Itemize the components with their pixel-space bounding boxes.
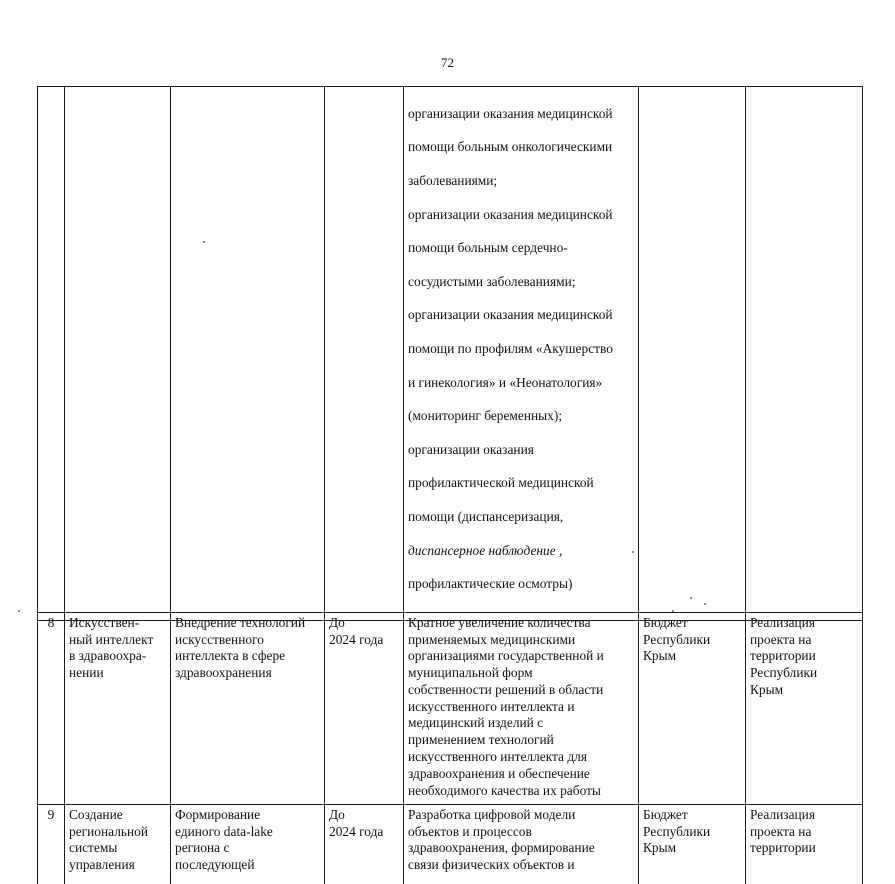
table-bottom-edge (37, 620, 862, 621)
cell-source (639, 87, 746, 613)
scan-speck (18, 610, 20, 612)
scan-speck (672, 610, 674, 612)
cell-measure: Формирование единого data-lake региона с последующей (171, 804, 325, 884)
cell-source: Бюджет Республики Крым (639, 612, 746, 804)
cell-measure: Внедрение технологий искусственного интеллекта в сфере здравоохранения (171, 612, 325, 804)
result-line: и гинекология» и «Неонатология» (408, 374, 603, 390)
table-row (38, 612, 863, 804)
cell-measure (171, 87, 325, 613)
table-row (38, 804, 863, 884)
cell-deadline (325, 87, 404, 613)
cell-num: 8 (38, 612, 65, 804)
cell-result: Кратное увеличение количества применяемых медицинскими организациями государственной и муниципальной форм собственности решений в области искусственного интеллекта и медицинский изделий с применением технологий искусственного интеллекта для здравоохранения и обеспечение необходимого качества их работы (404, 612, 639, 804)
result-line: помощи больным сердечно- (408, 240, 568, 256)
program-table (37, 86, 863, 884)
cell-name: Искусствен- ный интеллект в здравоохра- нении (65, 612, 171, 804)
scan-speck (690, 597, 692, 599)
cell-note (746, 87, 863, 613)
result-line: организации оказания (408, 441, 534, 457)
result-line: профилактической медицинской (408, 475, 594, 491)
result-line: помощи по профилям «Акушерство (408, 340, 613, 356)
result-line: сосудистыми заболеваниями; (408, 273, 576, 289)
cell-note: Реализация проекта на территории (746, 804, 863, 884)
cell-name: Создание региональной системы управления (65, 804, 171, 884)
cell-deadline: До 2024 года (325, 612, 404, 804)
cell-num (38, 87, 65, 613)
cell-note: Реализация проекта на территории Республики Крым (746, 612, 863, 804)
result-line: заболеваниями; (408, 172, 498, 188)
scan-speck (203, 241, 205, 243)
cell-name (65, 87, 171, 613)
table-row-continuation (38, 87, 863, 613)
result-line: организации оказания медицинской (408, 307, 613, 323)
scan-speck (704, 603, 706, 605)
result-line: профилактические осмотры) (408, 576, 573, 592)
scan-speck (632, 551, 634, 553)
cell-num: 9 (38, 804, 65, 884)
cell-result: Разработка цифровой модели объектов и процессов здравоохранения, формирование связи физических объектов и (404, 804, 639, 884)
result-line: организации оказания медицинской (408, 206, 613, 222)
cell-deadline: До 2024 года (325, 804, 404, 884)
result-line: помощи больным онкологическими (408, 139, 613, 155)
cell-result (404, 87, 639, 613)
result-line: диспансерное наблюдение , (408, 542, 563, 558)
result-line: (мониторинг беременных); (408, 408, 563, 424)
page-number: 72 (441, 55, 454, 70)
cell-source: Бюджет Республики Крым (639, 804, 746, 884)
result-line: помощи (диспансеризация, (408, 508, 564, 524)
result-line: организации оказания медицинской (408, 105, 613, 121)
